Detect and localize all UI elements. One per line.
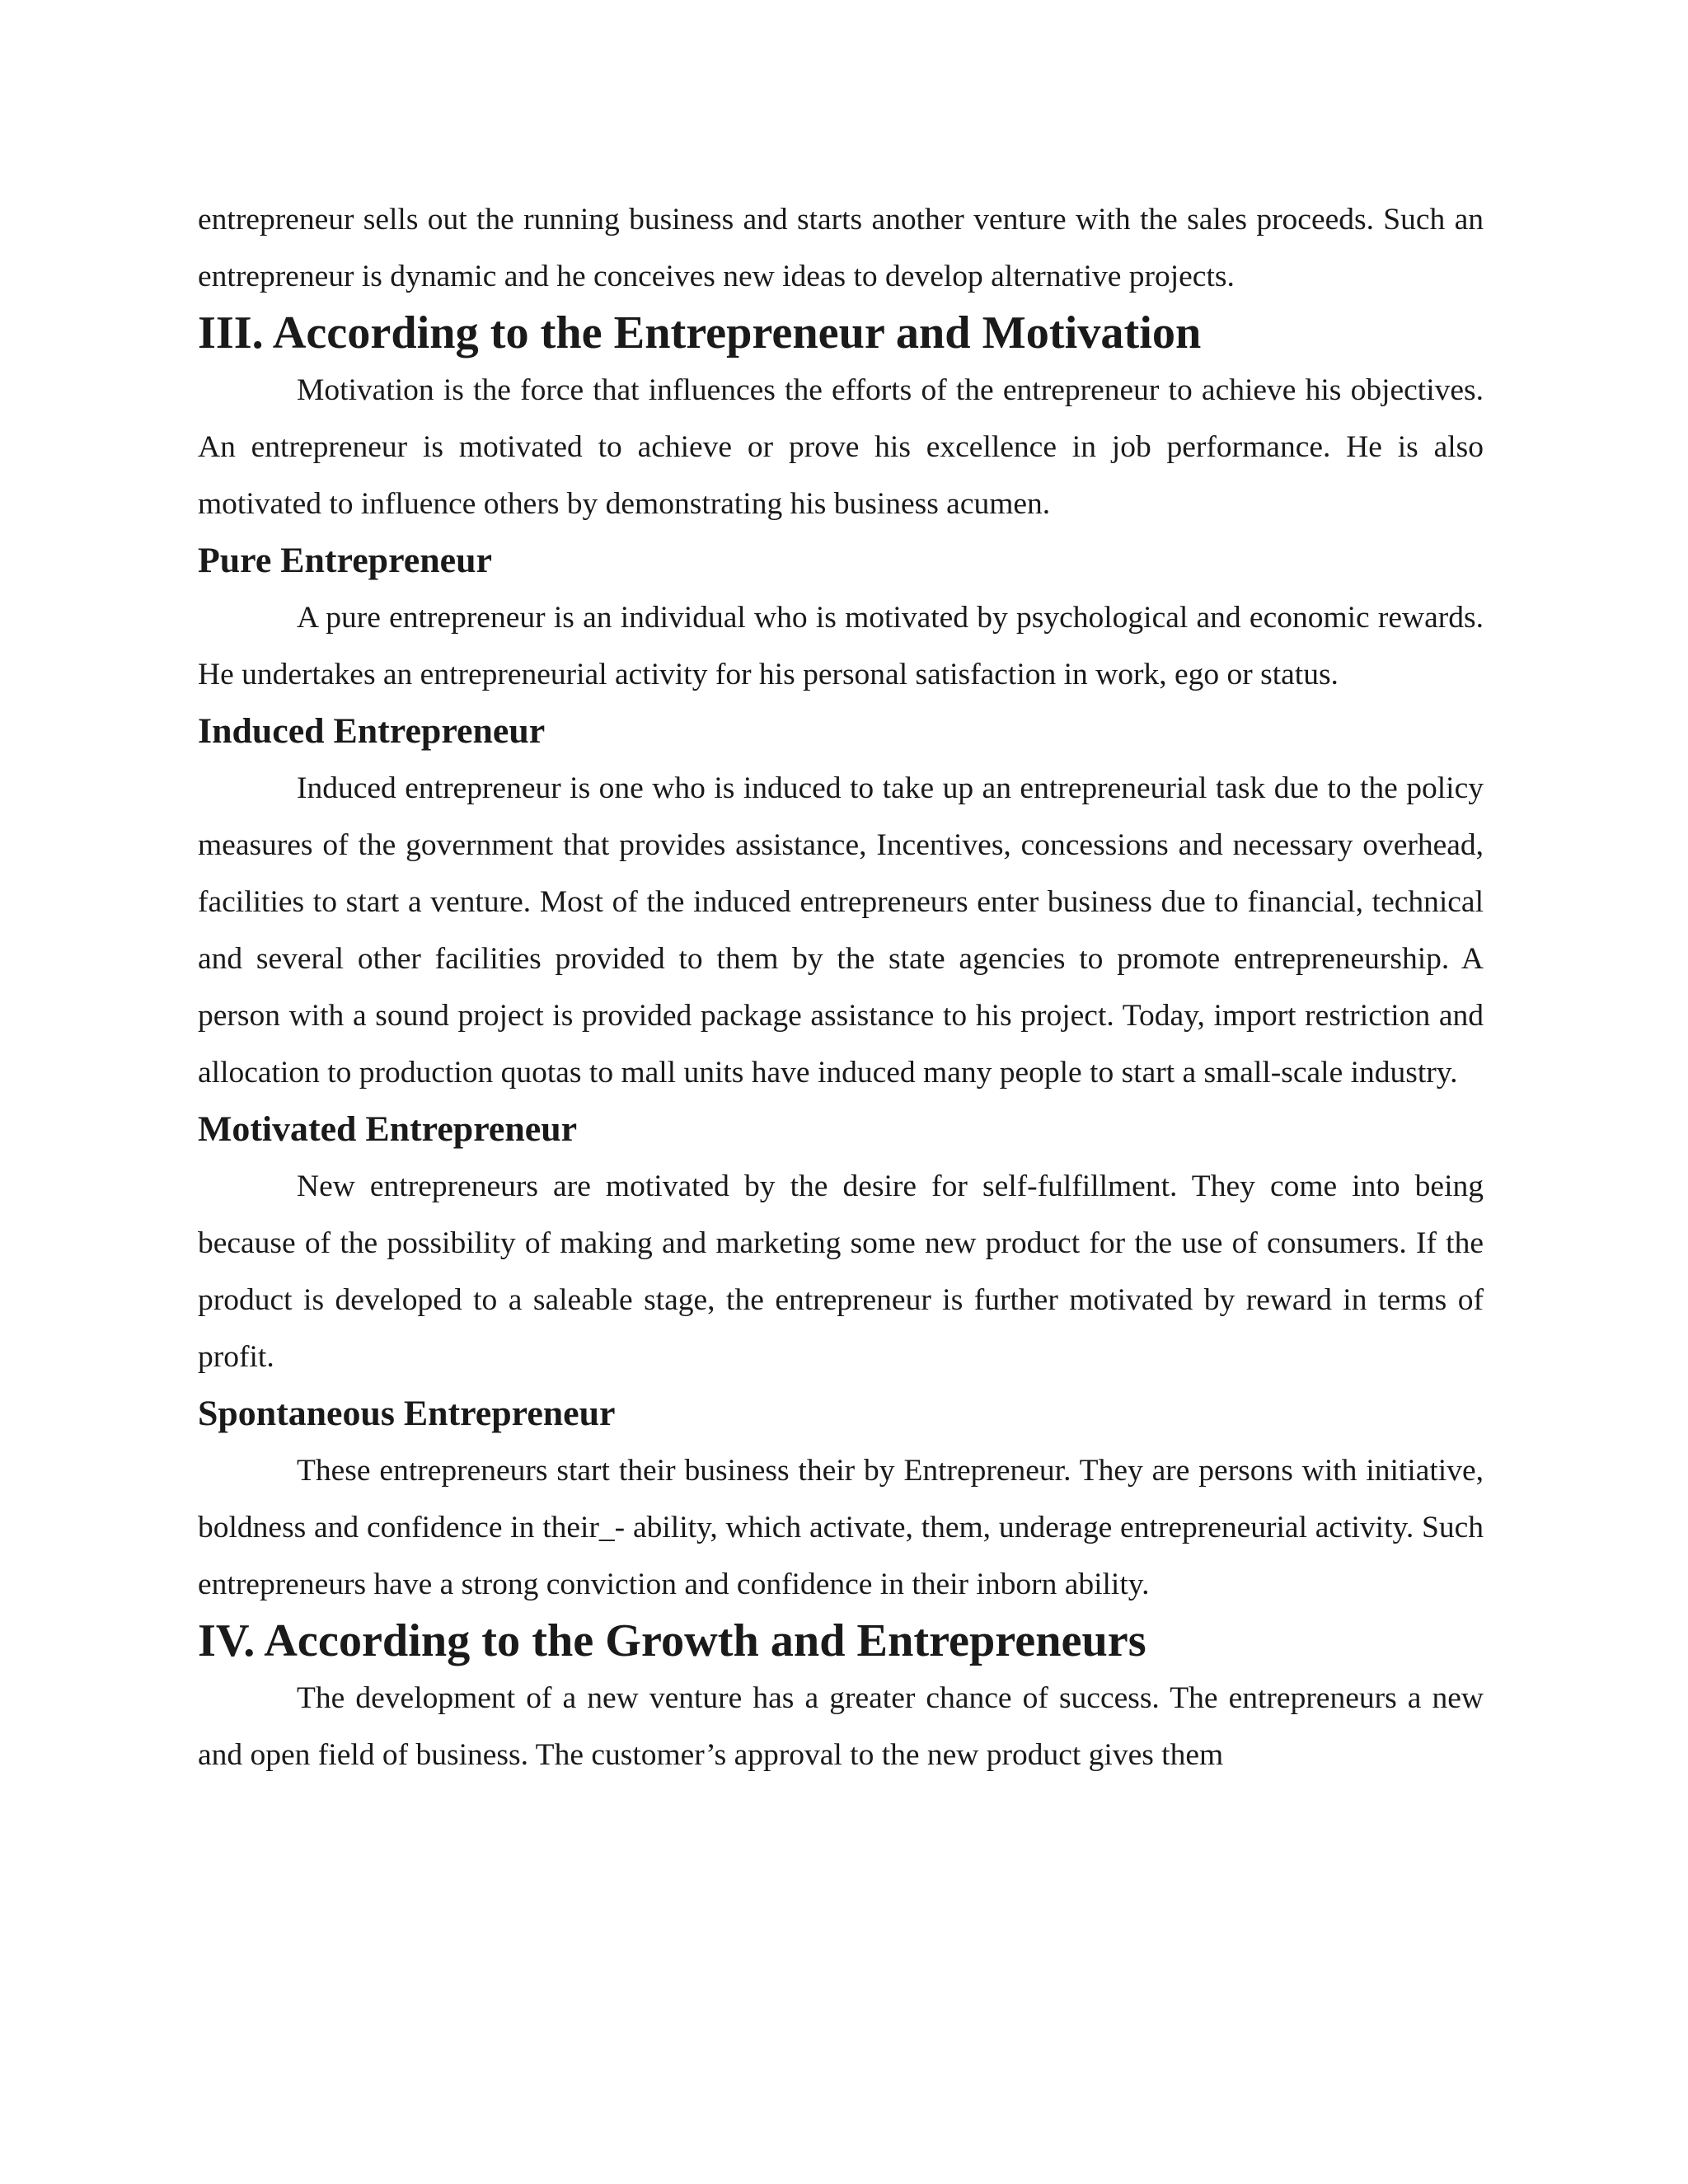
- paragraph-motivation: Motivation is the force that influences the efforts of the entrepreneur to achieve his objectives. An entrepreneur is motivated to achieve or prove his excellence in job performance. He is also motivated to influence others by demonstrating his business acumen.: [198, 373, 1484, 521]
- subheading-pure-entrepreneur: Pure Entrepreneur: [198, 541, 492, 580]
- paragraph-spontaneous-entrepreneur: These entrepreneurs start their business their by Entrepreneur. They are persons with initiative, boldness and confidence in their_- ability, which activate, them, underage entrepreneurial activity. Such entrepreneurs have a strong conviction and confidence in their inborn ability.: [198, 1454, 1484, 1601]
- section-heading-growth: IV. According to the Growth and Entrepreneurs: [198, 1615, 1146, 1666]
- subheading-induced-entrepreneur: Induced Entrepreneur: [198, 711, 546, 751]
- paragraph-growth: The development of a new venture has a greater chance of success. The entrepreneurs a new and open field of business. The customer’s approval to the new product gives them: [198, 1681, 1484, 1772]
- document-page: [198, 191, 1484, 1783]
- subheading-motivated-entrepreneur: Motivated Entrepreneur: [198, 1109, 578, 1149]
- subheading-spontaneous-entrepreneur: Spontaneous Entrepreneur: [198, 1394, 616, 1433]
- continued-paragraph: entrepreneur sells out the running business and starts another venture with the sales proceeds. Such an entrepreneur is dynamic and he conceives new ideas to develop alternative projects.: [198, 203, 1484, 293]
- paragraph-induced-entrepreneur: Induced entrepreneur is one who is induced to take up an entrepreneurial task due to the policy measures of the government that provides assistance, Incentives, concessions and necessary overhead, facilities to start a venture. Most of the induced entrepreneurs enter business due to financial, technical and several other facilities provided to them by the state agencies to promote entrepreneurship. A person with a sound project is provided package assistance to his project. Today, import restriction and allocation to production quotas to mall units have induced many people to start a small-scale industry.: [198, 771, 1484, 1090]
- section-heading-motivation: III. According to the Entrepreneur and Motivation: [198, 307, 1202, 359]
- paragraph-motivated-entrepreneur: New entrepreneurs are motivated by the desire for self-fulfillment. They come into being because of the possibility of making and marketing some new product for the use of consumers. If the product is developed to a saleable stage, the entrepreneur is further motivated by reward in terms of profit.: [198, 1169, 1484, 1374]
- paragraph-pure-entrepreneur: A pure entrepreneur is an individual who is motivated by psychological and economic rewards. He undertakes an entrepreneurial activity for his personal satisfaction in work, ego or status.: [198, 601, 1484, 691]
